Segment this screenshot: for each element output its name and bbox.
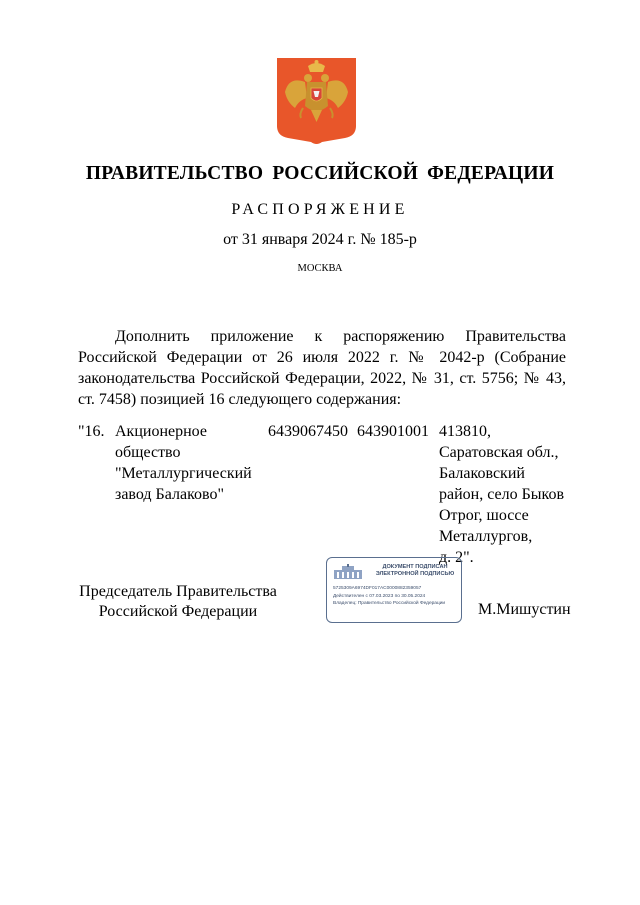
stamp-heading (371, 564, 459, 578)
name-line: завод Балаково" (115, 486, 224, 503)
entry-address (439, 421, 569, 568)
signatory-position (78, 582, 278, 622)
address-line: район, село Быков (439, 486, 565, 503)
electronic-signature-stamp (326, 557, 462, 623)
stamp-owner: Владелец: Правительство Российской Федерации (333, 601, 446, 606)
address-line: 413810, (439, 423, 491, 440)
stamp-heading-line: ДОКУМЕНТ ПОДПИСАН (382, 564, 448, 570)
position-line: Председатель Правительства (79, 583, 277, 600)
signatory-name: М.Мишустин (478, 601, 571, 618)
address-line: д. 2". (439, 549, 474, 566)
name-line: "Металлургический (115, 465, 252, 482)
stamp-heading-line: ЭЛЕКТРОННОЙ ПОДПИСЬЮ (375, 571, 455, 577)
address-line: Саратовская обл., (439, 444, 559, 461)
entry-inn: 6439067450 (268, 423, 348, 440)
russian-coat-of-arms-icon (275, 56, 358, 146)
address-line: Металлургов, (439, 528, 533, 545)
government-title: ПРАВИТЕЛЬСТВО РОССИЙСКОЙ ФЕДЕРАЦИИ (85, 163, 555, 184)
stamp-validity: Действителен с 07.03.2023 по 30.05.2024 (333, 594, 426, 599)
entry-kpp: 643901001 (357, 423, 429, 440)
entry-number: "16. (78, 423, 105, 440)
document-type: РАСПОРЯЖЕНИЕ (231, 201, 409, 218)
document-city: МОСКВА (297, 263, 343, 274)
document-date-number: от 31 января 2024 г. № 185-р (223, 231, 417, 248)
order-paragraph: Дополнить приложение к распоряжению Правительства Российской Федерации от 26 июля 2022 г. № 2042-р (Собрание законодательства Российской Федерации, 2022, № 31, ст. 5756; № 43, ст. 7458) позицией 16 следующего содержания: (78, 328, 566, 408)
position-line: Российской Федерации (98, 603, 258, 620)
order-text (78, 326, 566, 410)
government-building-icon (333, 564, 363, 580)
name-line: Акционерное (115, 423, 207, 440)
address-line: Отрог, шоссе (439, 507, 529, 524)
address-line: Балаковский (439, 465, 525, 482)
stamp-certificate: 5725309A6974DF017AC0000882359057 (333, 586, 422, 591)
name-line: общество (115, 444, 181, 461)
entry-organization-name (115, 421, 260, 505)
